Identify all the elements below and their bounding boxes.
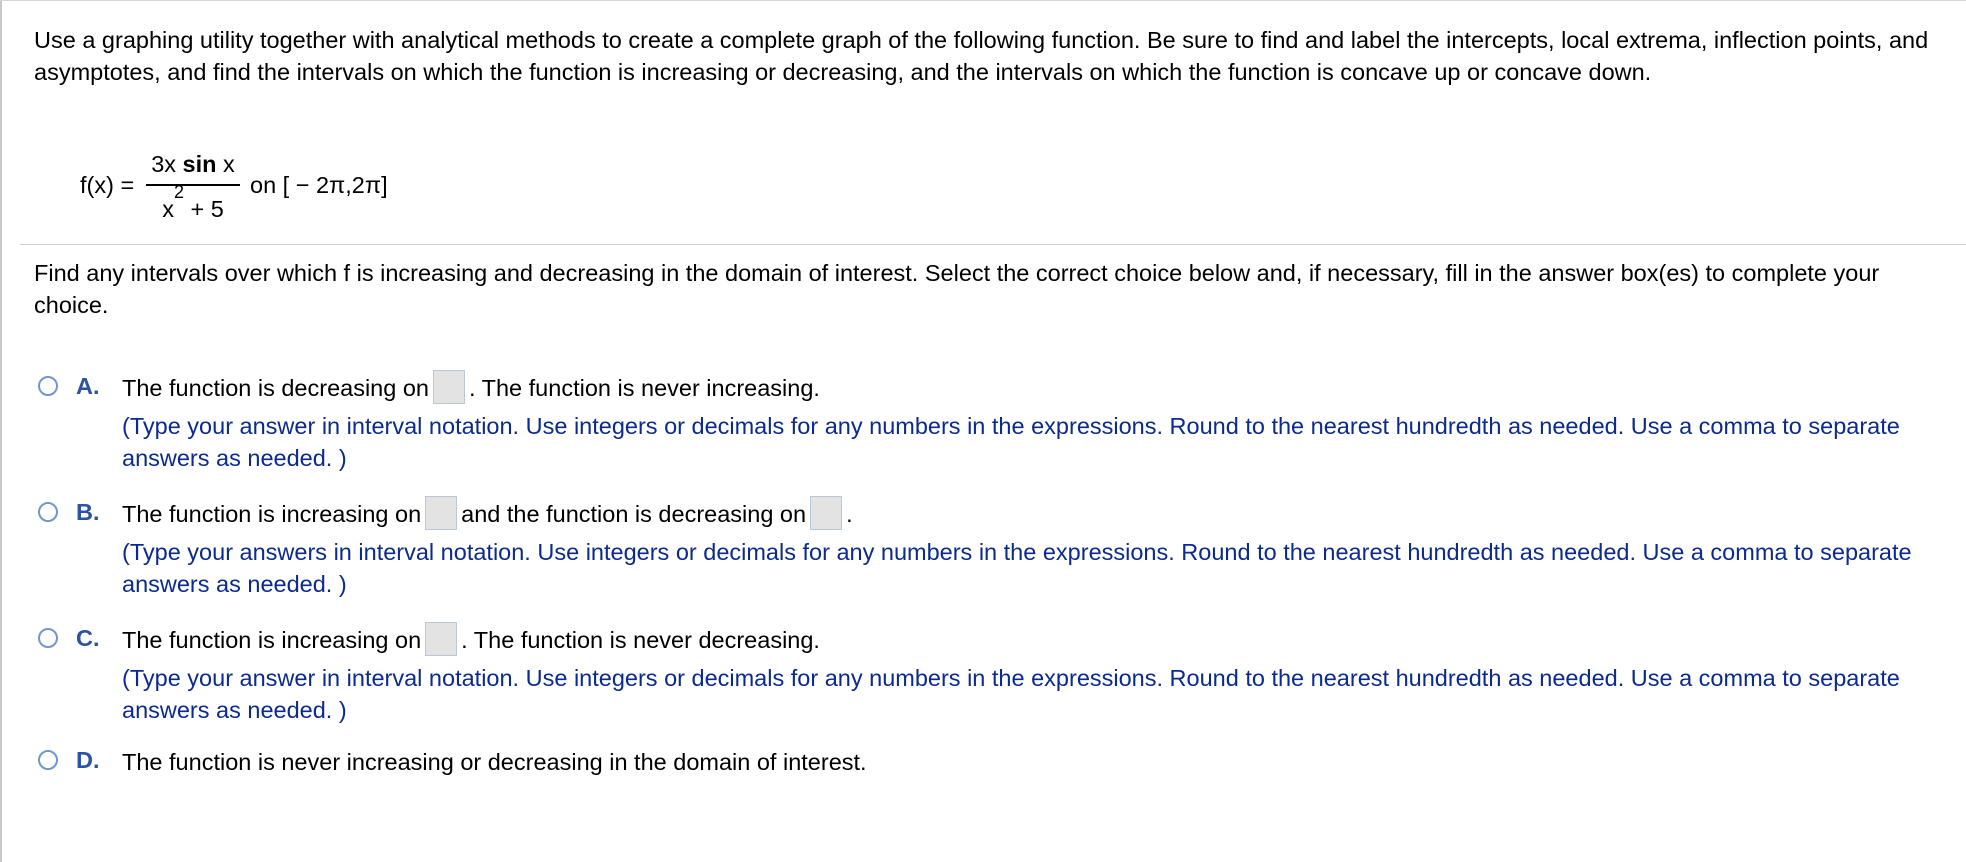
choice-b-statement: The function is increasing on and the function is decreasing on .: [122, 498, 853, 530]
problem-statement: Use a graphing utility together with analytical methods to create a complete graph of the following function. Be sure to find and label the intercepts, local extrema, inflection points, and asymptotes, and find the intervals on which the function is increasing or decreasing, and the intervals on which the function is concave up or concave down.: [34, 27, 1929, 85]
fraction-numerator: 3x sin x: [151, 151, 235, 177]
answer-box-increasing[interactable]: [425, 622, 457, 656]
answer-box-decreasing[interactable]: [433, 370, 465, 404]
answer-box-decreasing[interactable]: [810, 496, 842, 530]
choice-letter-b: B.: [76, 499, 100, 525]
choice-d-statement: The function is never increasing or decreasing in the domain of interest.: [122, 749, 867, 775]
choice-letter-c: C.: [76, 625, 100, 651]
top-rule: [0, 0, 1966, 1]
answer-box-increasing[interactable]: [425, 496, 457, 530]
radio-choice-d[interactable]: [38, 750, 58, 770]
domain-interval: on [ − 2π,2π]: [250, 172, 388, 198]
radio-choice-a[interactable]: [38, 376, 58, 396]
function-label: f(x) =: [80, 172, 135, 198]
fraction-denominator: $x^2 + 5$: [162, 182, 224, 222]
choice-letter-a: A.: [76, 373, 100, 399]
fraction-bar: [146, 184, 240, 186]
choice-c-hint: (Type your answer in interval notation. Use integers or decimals for any numbers in the expressions. Round to the nearest hundredth as needed. Use a comma to separate answers as needed. ): [122, 665, 1900, 723]
choice-a-hint: (Type your answer in interval notation. Use integers or decimals for any numbers in the expressions. Round to the nearest hundredth as needed. Use a comma to separate answers as needed. ): [122, 413, 1900, 471]
radio-choice-c[interactable]: [38, 628, 58, 648]
choice-a-statement: The function is decreasing on . The function is never increasing.: [122, 372, 820, 404]
radio-choice-b[interactable]: [38, 502, 58, 522]
choice-b-hint: (Type your answers in interval notation. Use integers or decimals for any numbers in the expressions. Round to the nearest hundredth as needed. Use a comma to separate answers as needed. ): [122, 539, 1912, 597]
left-border: [0, 0, 2, 862]
question-prompt: Find any intervals over which f is increasing and decreasing in the domain of interest. Select the correct choice below and, if necessary, fill in the answer box(es) to complete your choice.: [34, 260, 1880, 318]
choice-c-statement: The function is increasing on . The function is never decreasing.: [122, 624, 820, 656]
choice-letter-d: D.: [76, 747, 100, 773]
section-divider: [20, 244, 1966, 245]
